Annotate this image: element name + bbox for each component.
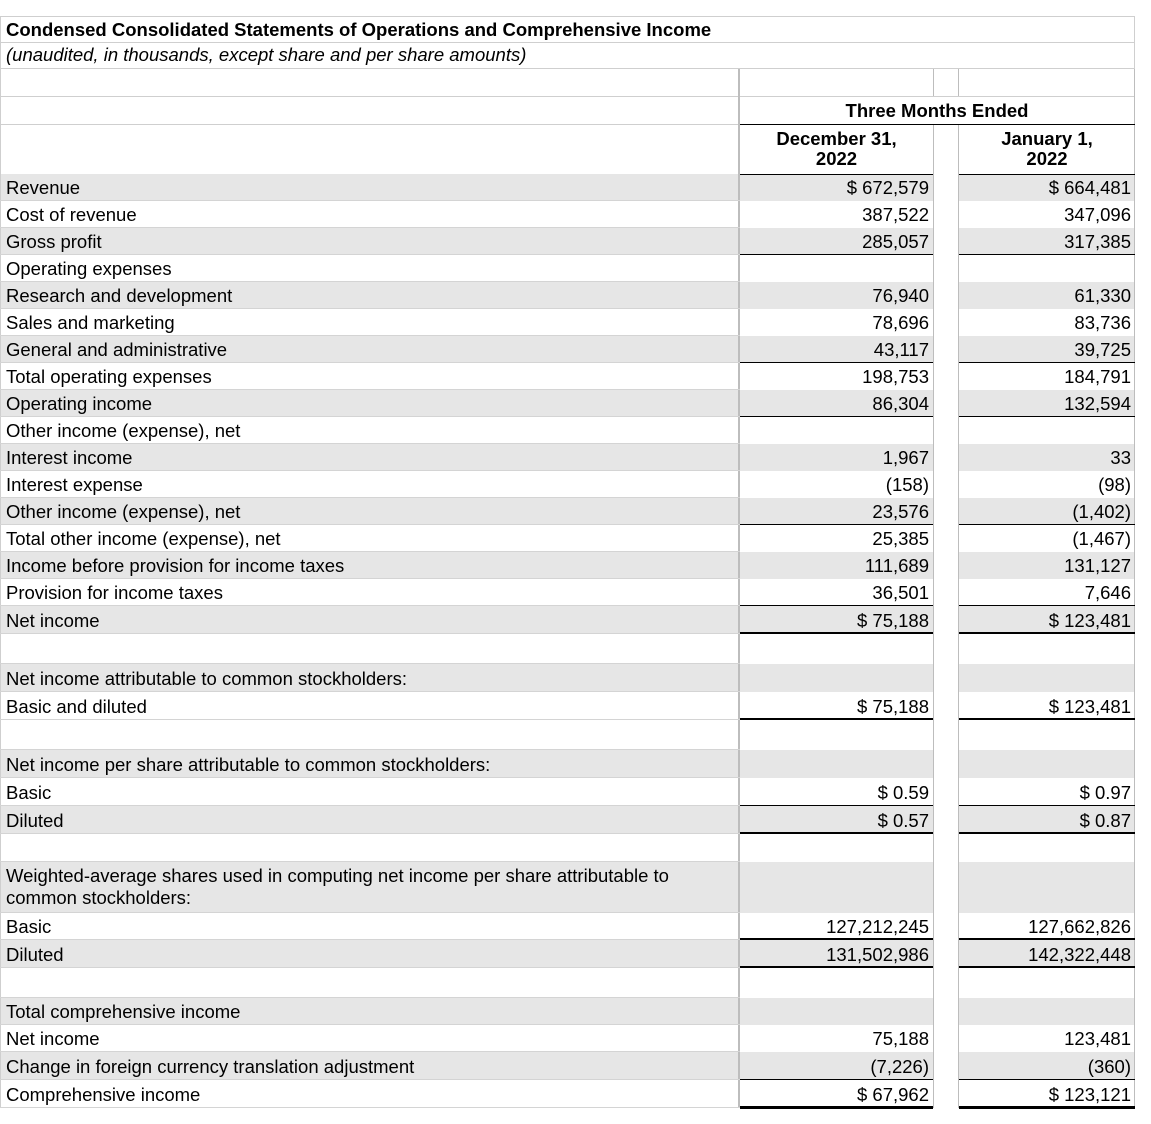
value-dec-31-2022: (158) (885, 474, 929, 495)
table-row-diluted (0, 806, 1135, 834)
period-header: Three Months Ended (845, 100, 1029, 121)
value-dec-31-2022: 36,501 (872, 582, 929, 603)
table-row-change-in-foreign-currency-translation-adjustmen (0, 1052, 1135, 1080)
value-dec-31-2022: $ 0.59 (877, 782, 929, 803)
row-label: Basic and diluted (6, 696, 147, 717)
value-dec-31-2022: 23,576 (872, 501, 929, 522)
value-dec-31-2022: 127,212,245 (826, 916, 929, 937)
row-label: Total other income (expense), net (6, 528, 281, 549)
header-block (0, 68, 1135, 175)
table-row-research-and-development (0, 282, 1135, 309)
row-label: Interest expense (6, 474, 143, 495)
table-row-net-income-attributable-to-common-stockholders (0, 664, 1135, 692)
row-label: Total comprehensive income (6, 1001, 241, 1022)
value-jan-1-2022: $ 0.87 (1079, 810, 1131, 831)
value-dec-31-2022: 76,940 (872, 285, 929, 306)
table-row-basic (0, 913, 1135, 940)
value-jan-1-2022: 123,481 (1064, 1028, 1131, 1049)
row-label: Net income (6, 1028, 100, 1049)
row-label: Gross profit (6, 231, 102, 252)
row-label: Total operating expenses (6, 366, 212, 387)
row-label: Diluted (6, 810, 64, 831)
row-label: General and administrative (6, 339, 228, 360)
value-jan-1-2022: 39,725 (1074, 339, 1131, 360)
statement-subtitle: (unaudited, in thousands, except share and per share amounts) (6, 44, 527, 65)
value-jan-1-2022: 317,385 (1064, 231, 1131, 252)
row-label: Change in foreign currency translation adjustment (6, 1056, 415, 1077)
row-label: Basic (6, 782, 52, 803)
row-label: Cost of revenue (6, 204, 137, 225)
row-label: Interest income (6, 447, 133, 468)
table-row-sales-and-marketing (0, 309, 1135, 336)
table-row-general-and-administrative (0, 336, 1135, 363)
value-jan-1-2022: $ 0.97 (1079, 782, 1131, 803)
row-label: Operating income (6, 393, 153, 414)
total-rule (959, 1106, 1135, 1109)
table-row-income-before-provision-for-income-taxes (0, 552, 1135, 579)
value-jan-1-2022: $ 664,481 (1048, 177, 1131, 198)
table-row-operating-expenses (0, 255, 1135, 282)
row-label: Basic (6, 916, 52, 937)
row-label: Net income per share attributable to common stockholders: (6, 754, 491, 775)
row-label: Other income (expense), net (6, 420, 241, 441)
value-dec-31-2022: 285,057 (862, 231, 929, 252)
value-dec-31-2022: 25,385 (872, 528, 929, 549)
value-dec-31-2022: 43,117 (873, 339, 929, 360)
table-row-interest-income (0, 444, 1135, 471)
table-row-interest-expense (0, 471, 1135, 498)
value-jan-1-2022: 61,330 (1074, 285, 1131, 306)
row-label: Other income (expense), net (6, 501, 241, 522)
row-label: Net income (6, 610, 100, 631)
title-row (0, 16, 1135, 42)
value-jan-1-2022: $ 123,121 (1048, 1084, 1131, 1105)
value-jan-1-2022: 7,646 (1084, 582, 1131, 603)
table-row-comprehensive-income (0, 1080, 1135, 1108)
value-dec-31-2022: $ 672,579 (846, 177, 929, 198)
value-dec-31-2022: 387,522 (862, 204, 929, 225)
table-row-net-income (0, 606, 1135, 634)
table-row-blank (0, 968, 1135, 998)
table-row-net-income (0, 1025, 1135, 1052)
statement-title: Condensed Consolidated Statements of Operations and Comprehensive Income (6, 19, 712, 40)
table-row-blank (0, 720, 1135, 750)
table-row-blank (0, 834, 1135, 862)
row-label: Research and development (6, 285, 233, 306)
value-jan-1-2022: 127,662,826 (1028, 916, 1131, 937)
table-row-blank (0, 634, 1135, 664)
row-label: Sales and marketing (6, 312, 175, 333)
table-row-basic-and-diluted (0, 692, 1135, 720)
table-row-operating-income (0, 390, 1135, 417)
value-jan-1-2022: 83,736 (1074, 312, 1131, 333)
table-row-net-income-per-share-attributable-to-common-stoc (0, 750, 1135, 778)
value-dec-31-2022: 75,188 (872, 1028, 929, 1049)
value-jan-1-2022: 347,096 (1064, 204, 1131, 225)
row-label: Operating expenses (6, 258, 172, 279)
row-label: Diluted (6, 944, 64, 965)
value-dec-31-2022: 86,304 (872, 393, 929, 414)
table-row-cost-of-revenue (0, 201, 1135, 228)
row-label: Weighted-average shares used in computing net income per share attributable to common stockholders: (6, 865, 669, 908)
row-label: Comprehensive income (6, 1084, 201, 1105)
value-dec-31-2022: $ 75,188 (856, 696, 929, 717)
table-row-revenue (0, 174, 1135, 201)
row-label: Income before provision for income taxes (6, 555, 345, 576)
table-row-total-other-income-expense-net (0, 525, 1135, 552)
value-jan-1-2022: 184,791 (1064, 366, 1131, 387)
value-jan-1-2022: 33 (1110, 447, 1131, 468)
value-jan-1-2022: (1,402) (1072, 501, 1131, 522)
value-jan-1-2022: (98) (1098, 474, 1131, 495)
table-row-total-operating-expenses (0, 363, 1135, 390)
row-label: Provision for income taxes (6, 582, 223, 603)
table-row-total-comprehensive-income (0, 998, 1135, 1025)
table-row-provision-for-income-taxes (0, 579, 1135, 606)
subtitle-row (0, 42, 1135, 68)
table-row-gross-profit (0, 228, 1135, 255)
value-dec-31-2022: 111,689 (864, 555, 929, 576)
column-header-dec-31-2022: December 31, 2022 (776, 128, 897, 169)
table-row-basic (0, 778, 1135, 806)
value-dec-31-2022: $ 0.57 (877, 810, 929, 831)
value-jan-1-2022: 142,322,448 (1028, 944, 1131, 965)
value-jan-1-2022: (360) (1087, 1056, 1131, 1077)
total-rule (740, 1106, 933, 1109)
row-label: Revenue (6, 177, 81, 198)
value-dec-31-2022: (7,226) (870, 1056, 929, 1077)
value-jan-1-2022: 132,594 (1064, 393, 1131, 414)
value-dec-31-2022: 78,696 (872, 312, 929, 333)
value-jan-1-2022: 131,127 (1064, 555, 1131, 576)
table-row-other-income-expense-net (0, 417, 1135, 444)
value-jan-1-2022: (1,467) (1072, 528, 1131, 549)
value-dec-31-2022: 1,967 (882, 447, 929, 468)
table-row-weighted-average-shares-used-in-computing-net-in (0, 862, 1135, 913)
column-header-jan-1-2022: January 1, 2022 (1001, 128, 1093, 169)
value-dec-31-2022: $ 75,188 (856, 610, 929, 631)
value-jan-1-2022: $ 123,481 (1048, 696, 1131, 717)
table-row-other-income-expense-net (0, 498, 1135, 525)
value-dec-31-2022: 198,753 (862, 366, 929, 387)
row-label: Net income attributable to common stockholders: (6, 668, 408, 689)
value-dec-31-2022: $ 67,962 (856, 1084, 929, 1105)
value-jan-1-2022: $ 123,481 (1048, 610, 1131, 631)
table-row-diluted (0, 940, 1135, 968)
value-dec-31-2022: 131,502,986 (826, 944, 929, 965)
